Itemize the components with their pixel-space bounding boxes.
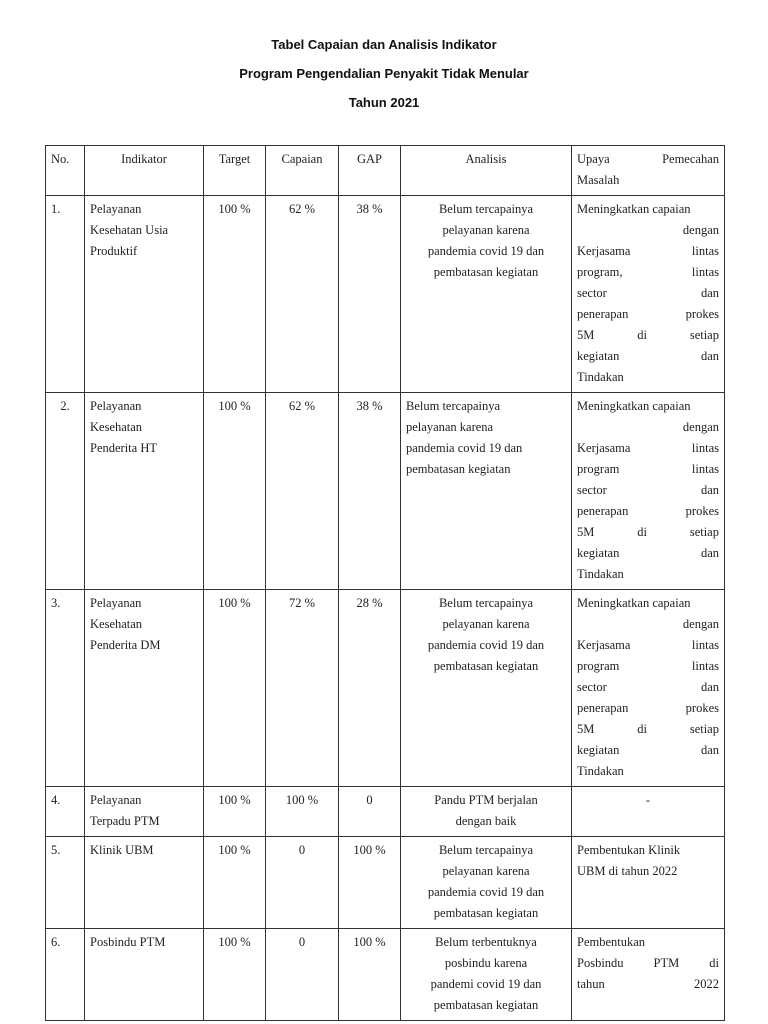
cell-capaian: 62 % bbox=[266, 196, 339, 393]
analisis-line: Belum tercapainya bbox=[438, 202, 534, 216]
cell-indikator bbox=[85, 196, 204, 393]
analisis-line: pandemi covid 19 dan bbox=[430, 977, 542, 991]
upaya-line-word: Posbindu bbox=[577, 956, 624, 970]
cell-analisis bbox=[401, 787, 572, 837]
upaya-line-word: di bbox=[637, 525, 647, 539]
analisis-line: Belum tercapainya bbox=[438, 843, 534, 857]
upaya-line-word: 5M bbox=[577, 525, 595, 539]
indikator-line: Terpadu PTM bbox=[90, 814, 160, 828]
table-row bbox=[46, 196, 725, 393]
upaya-line-word: prokes bbox=[685, 307, 719, 321]
upaya-line-word: kegiatan bbox=[577, 546, 620, 560]
upaya-line-word: 5M bbox=[577, 722, 595, 736]
upaya-line-word: kegiatan bbox=[577, 349, 620, 363]
indikator-line: Klinik UBM bbox=[90, 843, 154, 857]
upaya-line bbox=[577, 740, 719, 761]
upaya-line bbox=[577, 304, 719, 325]
cell-upaya bbox=[572, 929, 725, 1021]
cell-gap: 0 bbox=[339, 787, 401, 837]
indikator-line: Kesehatan Usia bbox=[90, 223, 169, 237]
cell-upaya bbox=[572, 590, 725, 787]
upaya-line-word: sector bbox=[577, 680, 607, 694]
analisis-line: Belum terbentuknya bbox=[435, 935, 537, 949]
cell-gap: 38 % bbox=[339, 196, 401, 393]
upaya-line-word: prokes bbox=[685, 504, 719, 518]
upaya-line-word: lintas bbox=[691, 462, 719, 476]
upaya-line: Tindakan bbox=[577, 567, 624, 581]
upaya-line bbox=[577, 719, 719, 740]
header-analisis: Analisis bbox=[401, 146, 572, 196]
upaya-line bbox=[577, 698, 719, 719]
upaya-line bbox=[577, 501, 719, 522]
header-upaya-word1: Upaya bbox=[577, 152, 610, 166]
upaya-line-word: dan bbox=[700, 546, 719, 560]
analisis-line: pembatasan kegiatan bbox=[433, 659, 539, 673]
upaya-line-word: lintas bbox=[691, 265, 719, 279]
upaya-line bbox=[577, 346, 719, 367]
cell-capaian: 62 % bbox=[266, 393, 339, 590]
analisis-line: Pandu PTM berjalan bbox=[434, 793, 538, 807]
analisis-line: pandemia covid 19 dan bbox=[427, 244, 545, 258]
document-title-block bbox=[0, 36, 768, 123]
cell-indikator bbox=[85, 787, 204, 837]
upaya-line-word: penerapan bbox=[577, 504, 629, 518]
upaya-line-word: tahun bbox=[577, 977, 605, 991]
upaya-line-word: PTM bbox=[653, 956, 680, 970]
upaya-line-word: penerapan bbox=[577, 307, 629, 321]
indikator-line: Pelayanan bbox=[90, 399, 142, 413]
cell-no: 2. bbox=[46, 393, 85, 590]
upaya-line-word: dan bbox=[700, 743, 719, 757]
table-row bbox=[46, 590, 725, 787]
upaya-line-word: di bbox=[637, 722, 647, 736]
upaya-line bbox=[577, 459, 719, 480]
upaya-line-word: setiap bbox=[689, 328, 719, 342]
upaya-line: dengan bbox=[682, 420, 719, 434]
upaya-line-word: lintas bbox=[691, 441, 719, 455]
cell-indikator bbox=[85, 590, 204, 787]
indikator-line: Produktif bbox=[90, 244, 138, 258]
document-subtitle: Program Pengendalian Penyakit Tidak Menular bbox=[239, 66, 529, 81]
cell-target: 100 % bbox=[204, 393, 266, 590]
upaya-line bbox=[577, 656, 719, 677]
upaya-line: UBM di tahun 2022 bbox=[577, 864, 678, 878]
upaya-line-word: lintas bbox=[691, 659, 719, 673]
cell-capaian: 72 % bbox=[266, 590, 339, 787]
indikator-line: Penderita DM bbox=[90, 638, 161, 652]
header-upaya bbox=[572, 146, 725, 196]
upaya-line bbox=[577, 325, 719, 346]
upaya-line-word: dan bbox=[700, 680, 719, 694]
analisis-line: pembatasan kegiatan bbox=[433, 998, 539, 1012]
cell-target: 100 % bbox=[204, 590, 266, 787]
cell-target: 100 % bbox=[204, 196, 266, 393]
upaya-line-word: Kerjasama bbox=[577, 441, 631, 455]
analisis-line: pembatasan kegiatan bbox=[433, 906, 539, 920]
table-row bbox=[46, 929, 725, 1021]
cell-no: 6. bbox=[46, 929, 85, 1021]
upaya-line-word: program bbox=[577, 659, 620, 673]
table-row bbox=[46, 787, 725, 837]
table-header-row bbox=[46, 146, 725, 196]
header-no: No. bbox=[46, 146, 85, 196]
analisis-line: pandemia covid 19 dan bbox=[427, 885, 545, 899]
analisis-line: posbindu karena bbox=[444, 956, 528, 970]
cell-indikator bbox=[85, 929, 204, 1021]
upaya-line: Pembentukan Klinik bbox=[577, 843, 681, 857]
upaya-line bbox=[577, 241, 719, 262]
upaya-line-word: dan bbox=[700, 483, 719, 497]
header-capaian: Capaian bbox=[266, 146, 339, 196]
upaya-line-word: Kerjasama bbox=[577, 244, 631, 258]
upaya-line-word: setiap bbox=[689, 722, 719, 736]
upaya-line-word: sector bbox=[577, 483, 607, 497]
upaya-line: Meningkatkan capaian bbox=[577, 399, 691, 413]
header-upaya-line bbox=[577, 149, 719, 170]
analisis-line: pandemia covid 19 dan bbox=[427, 638, 545, 652]
indikator-line: Pelayanan bbox=[90, 793, 142, 807]
indikator-line: Posbindu PTM bbox=[90, 935, 166, 949]
table-row bbox=[46, 393, 725, 590]
upaya-line bbox=[577, 262, 719, 283]
cell-no: 4. bbox=[46, 787, 85, 837]
upaya-line: Tindakan bbox=[577, 764, 624, 778]
upaya-line: Meningkatkan capaian bbox=[577, 202, 691, 216]
upaya-line: dengan bbox=[682, 617, 719, 631]
cell-no: 3. bbox=[46, 590, 85, 787]
cell-gap: 100 % bbox=[339, 929, 401, 1021]
upaya-line bbox=[577, 522, 719, 543]
cell-analisis bbox=[401, 590, 572, 787]
cell-upaya bbox=[572, 196, 725, 393]
upaya-line: Pembentukan bbox=[577, 935, 646, 949]
document-year: Tahun 2021 bbox=[348, 95, 420, 110]
table-body bbox=[46, 196, 725, 1021]
indikator-line: Kesehatan bbox=[90, 617, 143, 631]
upaya-line bbox=[577, 974, 719, 995]
indikator-line: Pelayanan bbox=[90, 202, 142, 216]
cell-gap: 28 % bbox=[339, 590, 401, 787]
cell-capaian: 0 bbox=[266, 929, 339, 1021]
upaya-line-word: 2022 bbox=[694, 977, 719, 991]
cell-no: 5. bbox=[46, 837, 85, 929]
cell-indikator bbox=[85, 837, 204, 929]
upaya-line-word: kegiatan bbox=[577, 743, 620, 757]
cell-capaian: 0 bbox=[266, 837, 339, 929]
header-upaya-word2: Pemecahan bbox=[662, 152, 719, 166]
analisis-line: pelayanan karena bbox=[442, 864, 530, 878]
upaya-line bbox=[577, 635, 719, 656]
upaya-line bbox=[577, 283, 719, 304]
cell-gap: 100 % bbox=[339, 837, 401, 929]
analisis-line: Belum tercapainya bbox=[438, 596, 534, 610]
header-indikator: Indikator bbox=[85, 146, 204, 196]
upaya-line-word: 5M bbox=[577, 328, 595, 342]
header-gap: GAP bbox=[339, 146, 401, 196]
cell-target: 100 % bbox=[204, 837, 266, 929]
upaya-line: Meningkatkan capaian bbox=[577, 596, 691, 610]
upaya-line-word: program, bbox=[577, 265, 623, 279]
cell-analisis bbox=[401, 393, 572, 590]
upaya-line-word: program bbox=[577, 462, 620, 476]
indicator-table bbox=[45, 145, 725, 1021]
upaya-line bbox=[577, 438, 719, 459]
upaya-line-word: prokes bbox=[685, 701, 719, 715]
analisis-line: pembatasan kegiatan bbox=[406, 462, 511, 476]
upaya-line bbox=[577, 480, 719, 501]
upaya-line bbox=[577, 953, 719, 974]
cell-upaya bbox=[572, 837, 725, 929]
cell-analisis bbox=[401, 929, 572, 1021]
upaya-line-word: dan bbox=[700, 349, 719, 363]
cell-upaya: - bbox=[572, 787, 725, 837]
cell-no: 1. bbox=[46, 196, 85, 393]
cell-upaya bbox=[572, 393, 725, 590]
analisis-line: pelayanan karena bbox=[442, 617, 530, 631]
cell-target: 100 % bbox=[204, 929, 266, 1021]
upaya-line-word: dan bbox=[700, 286, 719, 300]
upaya-line bbox=[577, 677, 719, 698]
analisis-line: pandemia covid 19 dan bbox=[406, 441, 523, 455]
upaya-line-word: Kerjasama bbox=[577, 638, 631, 652]
upaya-line-word: lintas bbox=[691, 638, 719, 652]
analisis-line: pelayanan karena bbox=[442, 223, 530, 237]
indikator-line: Kesehatan bbox=[90, 420, 143, 434]
upaya-line-word: penerapan bbox=[577, 701, 629, 715]
upaya-line: dengan bbox=[682, 223, 719, 237]
indikator-line: Penderita HT bbox=[90, 441, 157, 455]
analisis-line: dengan baik bbox=[455, 814, 517, 828]
upaya-line-word: sector bbox=[577, 286, 607, 300]
analisis-line: pelayanan karena bbox=[406, 420, 494, 434]
cell-analisis bbox=[401, 837, 572, 929]
upaya-line-word: lintas bbox=[691, 244, 719, 258]
upaya-line-word: setiap bbox=[689, 525, 719, 539]
upaya-line-word: di bbox=[709, 956, 719, 970]
analisis-line: pembatasan kegiatan bbox=[433, 265, 539, 279]
header-target: Target bbox=[204, 146, 266, 196]
upaya-line: Tindakan bbox=[577, 370, 624, 384]
indikator-line: Pelayanan bbox=[90, 596, 142, 610]
cell-analisis bbox=[401, 196, 572, 393]
header-upaya-word3: Masalah bbox=[577, 173, 620, 187]
upaya-line bbox=[577, 543, 719, 564]
cell-target: 100 % bbox=[204, 787, 266, 837]
cell-gap: 38 % bbox=[339, 393, 401, 590]
upaya-line-word: di bbox=[637, 328, 647, 342]
table-row bbox=[46, 837, 725, 929]
analisis-line: Belum tercapainya bbox=[406, 399, 501, 413]
cell-capaian: 100 % bbox=[266, 787, 339, 837]
document-title: Tabel Capaian dan Analisis Indikator bbox=[271, 37, 497, 52]
cell-indikator bbox=[85, 393, 204, 590]
